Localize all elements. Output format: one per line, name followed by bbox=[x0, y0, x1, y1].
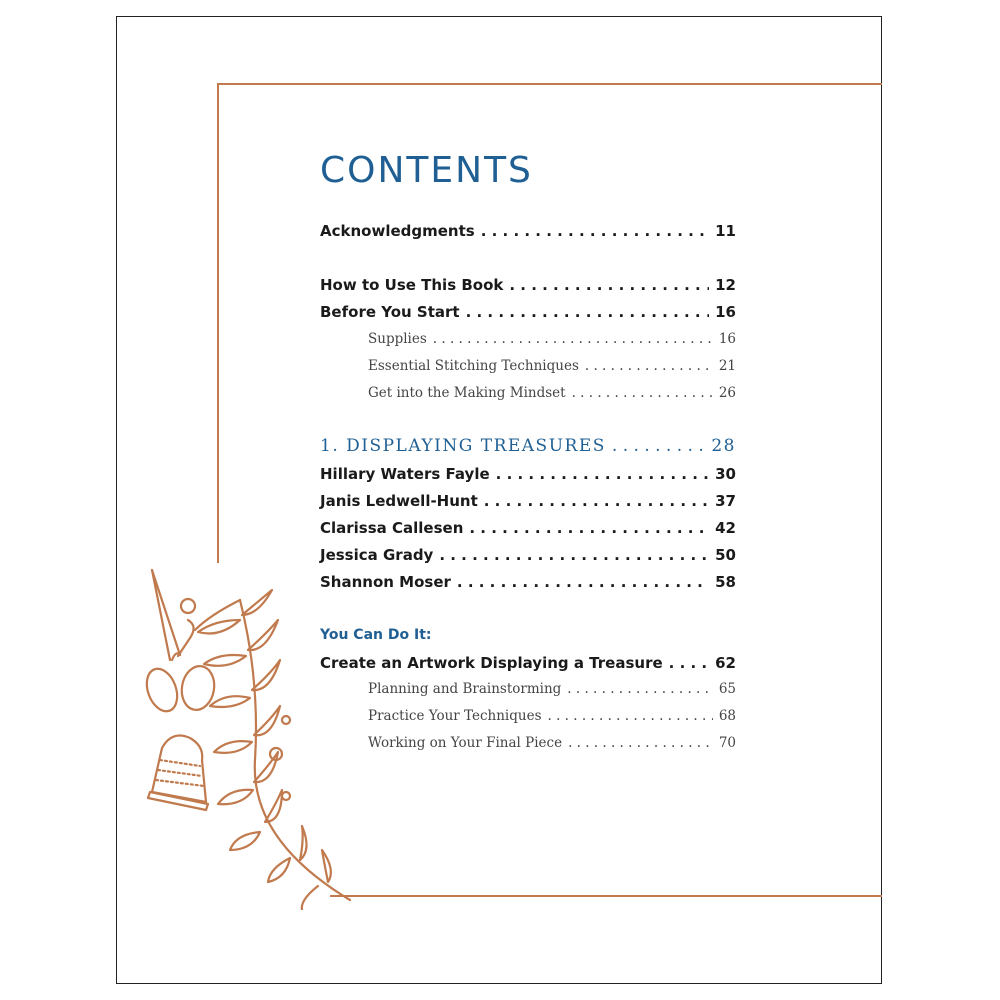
leader-dots bbox=[669, 654, 709, 672]
toc-subentry[interactable] bbox=[368, 331, 736, 347]
toc-page-number: 11 bbox=[715, 222, 736, 240]
toc-subentry[interactable] bbox=[368, 385, 736, 401]
toc-page-number: 42 bbox=[715, 519, 736, 537]
toc-entry[interactable] bbox=[320, 573, 736, 591]
toc-page-number: 65 bbox=[718, 681, 736, 697]
leader-dots bbox=[457, 573, 709, 591]
frame-left-line bbox=[217, 83, 219, 563]
toc-entry-label: Janis Ledwell-Hunt bbox=[320, 492, 478, 510]
leader-dots bbox=[469, 519, 709, 537]
leader-dots bbox=[509, 276, 709, 294]
toc-entry[interactable] bbox=[320, 546, 736, 564]
sewing-decoration bbox=[140, 560, 360, 910]
toc-page-number: 21 bbox=[718, 358, 736, 374]
leader-dots bbox=[568, 735, 713, 751]
toc-entry[interactable] bbox=[320, 276, 736, 294]
toc-page-number: 50 bbox=[715, 546, 736, 564]
toc-subentry[interactable] bbox=[368, 708, 736, 724]
toc-page-number: 26 bbox=[718, 385, 736, 401]
scissors-icon bbox=[141, 570, 217, 715]
toc-subentry[interactable] bbox=[368, 681, 736, 697]
leader-dots bbox=[433, 331, 713, 347]
leader-dots bbox=[585, 358, 713, 374]
leader-dots bbox=[548, 708, 713, 724]
frame-bottom-line bbox=[330, 895, 882, 897]
toc-page-number: 12 bbox=[715, 276, 736, 294]
toc-entry-label: Essential Stitching Techniques bbox=[368, 358, 579, 374]
page-title: CONTENTS bbox=[320, 150, 533, 191]
toc-entry[interactable] bbox=[320, 654, 736, 672]
toc-entry-label: Create an Artwork Displaying a Treasure bbox=[320, 654, 663, 672]
toc-page-number: 37 bbox=[715, 492, 736, 510]
toc-page-number: 30 bbox=[715, 465, 736, 483]
toc-entry[interactable] bbox=[320, 222, 736, 240]
leader-dots bbox=[567, 681, 713, 697]
toc-entry-label: 1. DISPLAYING TREASURES bbox=[320, 436, 606, 456]
toc-entry-label: Jessica Grady bbox=[320, 546, 434, 564]
toc-page-number: 62 bbox=[715, 654, 736, 672]
toc-page-number: 70 bbox=[718, 735, 736, 751]
leader-dots bbox=[484, 492, 709, 510]
toc-entry[interactable] bbox=[320, 519, 736, 537]
toc-entry-label: How to Use This Book bbox=[320, 276, 504, 294]
toc-page-number: 16 bbox=[718, 331, 736, 347]
toc-subentry[interactable] bbox=[368, 358, 736, 374]
leader-dots bbox=[466, 303, 710, 321]
toc-entry-label: Practice Your Techniques bbox=[368, 708, 542, 724]
toc-page-number: 28 bbox=[711, 436, 736, 456]
toc-section-heading[interactable] bbox=[320, 436, 736, 456]
toc-subentry[interactable] bbox=[368, 735, 736, 751]
toc-entry-label: Get into the Making Mindset bbox=[368, 385, 566, 401]
toc-entry-label: Planning and Brainstorming bbox=[368, 681, 562, 697]
leader-dots bbox=[496, 465, 709, 483]
toc-entry-label: Acknowledgments bbox=[320, 222, 475, 240]
toc-entry-label: Hillary Waters Fayle bbox=[320, 465, 490, 483]
toc-subheading bbox=[320, 627, 736, 643]
leader-dots bbox=[612, 436, 705, 456]
toc-page-number: 58 bbox=[715, 573, 736, 591]
toc-page-number: 68 bbox=[718, 708, 736, 724]
toc-entry-label: You Can Do It: bbox=[320, 627, 432, 643]
leader-dots bbox=[572, 385, 713, 401]
thimble-icon bbox=[148, 736, 208, 810]
toc-entry[interactable] bbox=[320, 492, 736, 510]
toc-entry-label: Supplies bbox=[368, 331, 427, 347]
toc-entry-label: Shannon Moser bbox=[320, 573, 451, 591]
toc-entry-label: Before You Start bbox=[320, 303, 460, 321]
toc-entry-label: Working on Your Final Piece bbox=[368, 735, 563, 751]
leader-dots bbox=[481, 222, 709, 240]
toc-entry[interactable] bbox=[320, 465, 736, 483]
toc-entry-label: Clarissa Callesen bbox=[320, 519, 464, 537]
toc-page-number: 16 bbox=[715, 303, 736, 321]
toc-entry[interactable] bbox=[320, 303, 736, 321]
leader-dots bbox=[439, 546, 709, 564]
frame-top-line bbox=[217, 83, 882, 85]
